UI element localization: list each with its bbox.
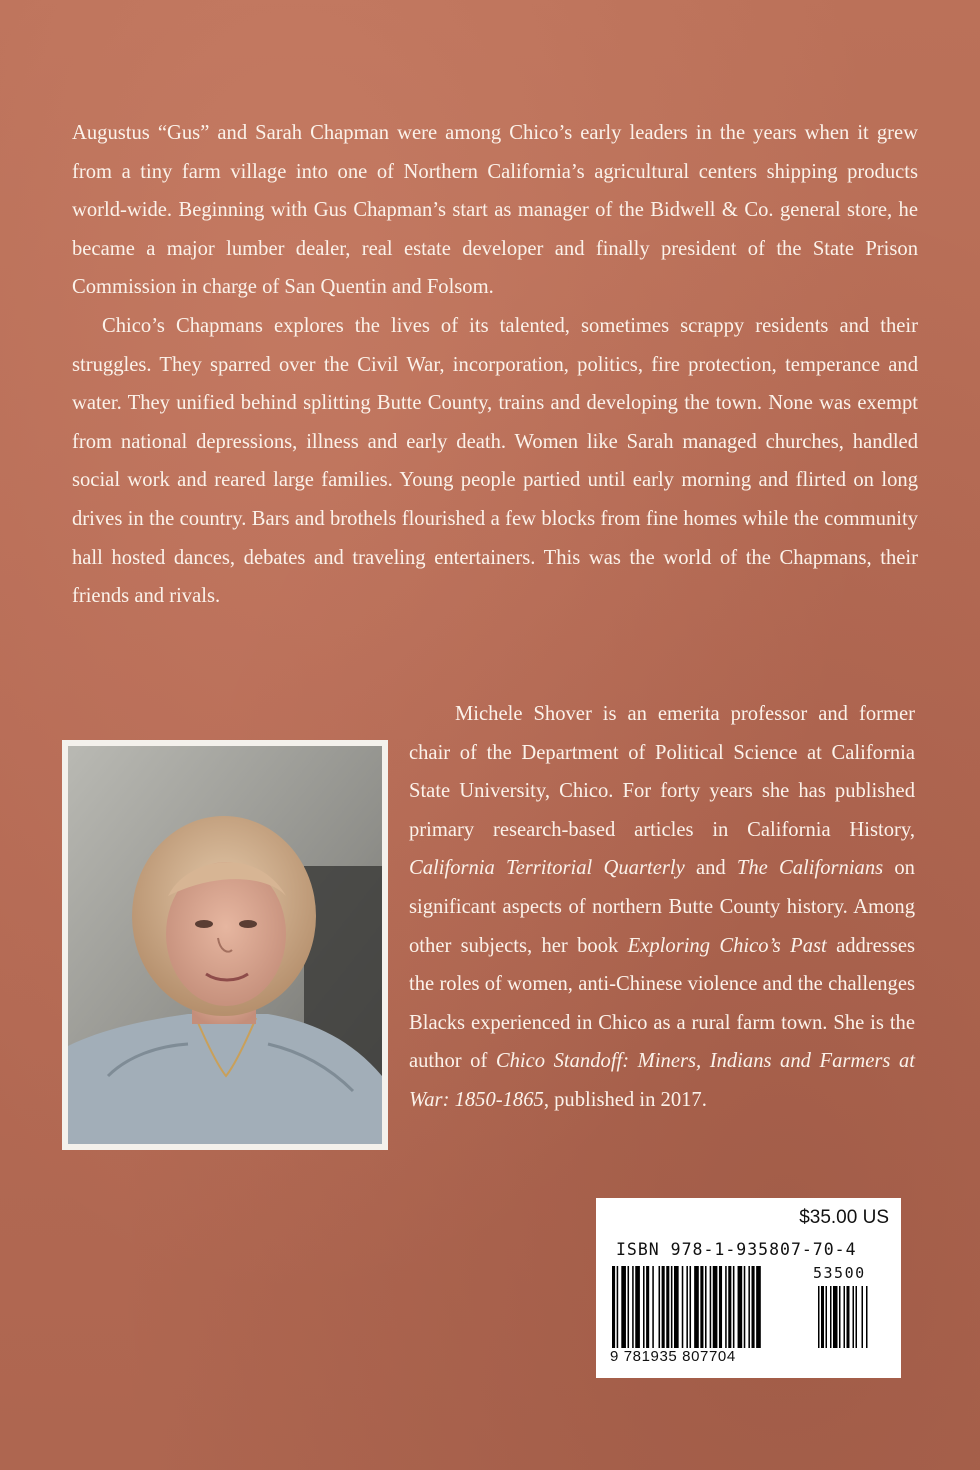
barcode-bar <box>628 1266 630 1348</box>
barcode-bar <box>713 1266 718 1348</box>
barcode-bar <box>617 1266 619 1348</box>
barcode-bar <box>662 1266 665 1348</box>
barcode-bar <box>738 1266 743 1348</box>
barcode-label <box>596 1198 901 1378</box>
addon-bar <box>818 1286 820 1348</box>
barcode-bar <box>621 1266 626 1348</box>
barcode-bar <box>682 1266 684 1348</box>
addon-bar <box>847 1286 850 1348</box>
isbn-number: ISBN 978-1-935807-70-4 <box>616 1240 857 1259</box>
bio-text-5: , published in 2017. <box>543 1088 707 1111</box>
barcode-bar <box>690 1266 692 1348</box>
barcode-bar <box>756 1266 761 1348</box>
barcode-bar <box>632 1266 634 1348</box>
barcode-bar <box>646 1266 649 1348</box>
barcode-bar <box>612 1266 615 1348</box>
bio-text-2: and <box>684 857 737 880</box>
addon-bar <box>830 1286 832 1348</box>
addon-bar <box>833 1286 838 1348</box>
author-bio-paragraph <box>409 695 915 1120</box>
barcode-bar <box>744 1266 746 1348</box>
barcode-bar <box>719 1266 722 1348</box>
barcode-bar <box>671 1266 673 1348</box>
barcode-bar <box>705 1266 707 1348</box>
addon-bar <box>856 1286 858 1348</box>
barcode-bar <box>752 1266 755 1348</box>
barcode-bar <box>733 1266 735 1348</box>
addon-bar <box>866 1286 868 1348</box>
barcode-bar <box>659 1266 661 1348</box>
bio-title-the-californians: The Californians <box>736 857 884 880</box>
addon-bar <box>844 1286 846 1348</box>
bio-title-chico-standoff: Chico Standoff: Miners, Indians and Farmers at War: 1850-1865 <box>409 1050 916 1111</box>
bio-text-3: on significant aspects of northern Butte County history. Among other subjects, her book <box>409 857 915 957</box>
barcode-bar <box>686 1266 688 1348</box>
ean-digits: 9 781935 807704 <box>610 1348 736 1365</box>
barcode-bar <box>674 1266 679 1348</box>
bio-text-1: Michele Shover is an emerita professor and former chair of the Department of Political Science at California State University, Chico. For forty years she has published primary research-based articles in California History, <box>409 703 915 841</box>
blurb-paragraph-2: Chico’s Chapmans explores the lives of its talented, sometimes scrappy residents and their struggles. They sparred over the Civil War, incorporation, politics, fire protection, temperance and water. They unified behind splitting Butte County, trains and developing the town. None was exempt from national depressions, illness and early death. Women like Sarah managed churches, handled social work and reared large families. Young people partied until early morning and flirted on long drives in the country. Bars and brothels flourished a few blocks from fine homes while the community hall hosted dances, debates and traveling entertainers. This was the world of the Chapmans, their friends and rivals. <box>72 314 918 608</box>
barcode-bar <box>694 1266 699 1348</box>
addon-bar <box>853 1286 855 1348</box>
author-portrait-image <box>68 746 382 1144</box>
barcode-bar <box>710 1266 712 1348</box>
author-bio <box>409 695 915 1120</box>
barcode-bar <box>643 1266 645 1348</box>
addon-bar <box>826 1286 828 1348</box>
barcode-bar <box>666 1266 669 1348</box>
addon-bar <box>821 1286 824 1348</box>
bio-title-california-territorial-quarterly: California Territorial Quarterly <box>409 857 685 880</box>
barcode-bar <box>700 1266 703 1348</box>
author-photo <box>62 740 388 1150</box>
bio-title-exploring-chicos-past: Exploring Chico’s Past <box>627 934 827 957</box>
price: $35.00 US <box>799 1207 889 1228</box>
barcode-bar <box>635 1266 640 1348</box>
barcode-bar <box>728 1266 731 1348</box>
barcode-icon <box>612 1262 892 1348</box>
back-cover-blurb <box>72 114 918 616</box>
addon-bar <box>862 1286 864 1348</box>
addon-bar <box>839 1286 841 1348</box>
bio-text-4: addresses the roles of women, anti-Chinese violence and the challenges Blacks experienced in Chico as a rural farm town. She is the author of <box>409 934 915 1073</box>
blurb-paragraph-1: Augustus “Gus” and Sarah Chapman were among Chico’s early leaders in the years when it grew from a tiny farm village into one of Northern California’s agricultural centers shipping products world-wide. Beginning with Gus Chapman’s start as manager of the Bidwell & Co. general store, he became a major lumber dealer, real estate developer and finally president of the State Prison Commission in charge of San Quentin and Folsom. <box>72 122 918 299</box>
barcode-bar <box>652 1266 654 1348</box>
barcode-bar <box>748 1266 750 1348</box>
price-addon-code: 53500 <box>813 1264 866 1282</box>
barcode-bar <box>725 1266 727 1348</box>
